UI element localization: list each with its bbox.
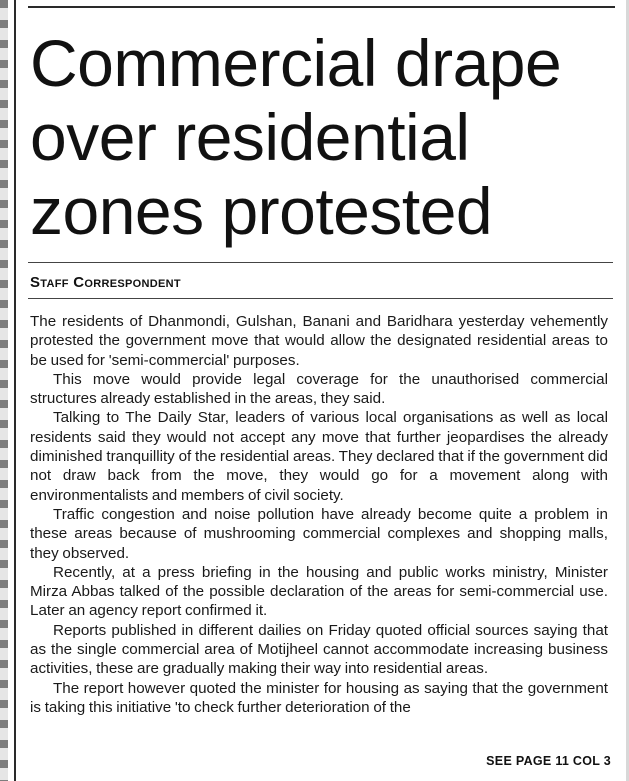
paragraph: Talking to The Daily Star, leaders of various local organisations as well as local residents said they would not accept any move that further jeopardises the already diminished tranquillity of the residential areas. They declared that if the government did not draw back from the move, they would go for a movement along with environmentalists and members of civil society. bbox=[30, 409, 608, 504]
top-rule bbox=[28, 6, 615, 8]
adjacent-column-edge bbox=[0, 0, 8, 781]
paragraph: The report however quoted the minister for housing as saying that the government is taking this initiative 'to check further deterioration of the bbox=[30, 679, 608, 716]
article-headline bbox=[30, 26, 620, 248]
headline-line: zones protested bbox=[30, 174, 493, 248]
paragraph: Recently, at a press briefing in the housing and public works ministry, Minister Mirza Abbas talked of the possible declaration of the areas for semi-commercial use. Later an agency report confirmed it. bbox=[30, 563, 608, 620]
article-body bbox=[30, 312, 608, 717]
column-rule bbox=[14, 0, 16, 781]
headline-line: Commercial drape bbox=[30, 26, 562, 100]
paragraph: Traffic congestion and noise pollution have already become quite a problem in these areas because of mushrooming commercial complexes and shopping malls, they observed. bbox=[30, 505, 608, 562]
paragraph: The residents of Dhanmondi, Gulshan, Banani and Baridhara yesterday vehemently protested the government move that would allow the designated residential areas to be used for 'semi-commercial' purposes. bbox=[30, 313, 608, 369]
byline-rule bbox=[28, 298, 613, 299]
continuation-note: SEE PAGE 11 COL 3 bbox=[486, 754, 611, 768]
byline: Staff Correspondent bbox=[30, 274, 181, 291]
headline-line: over residential bbox=[30, 100, 470, 174]
paragraph: This move would provide legal coverage for the unauthorised commercial structures already established in the areas, they said. bbox=[30, 370, 608, 408]
paragraph: Reports published in different dailies on Friday quoted official sources saying that as the single commercial area of Motijheel cannot accommodate increasing business activities, these are gradually making their way into residential areas. bbox=[30, 621, 608, 678]
byline-rule-top bbox=[28, 262, 613, 263]
